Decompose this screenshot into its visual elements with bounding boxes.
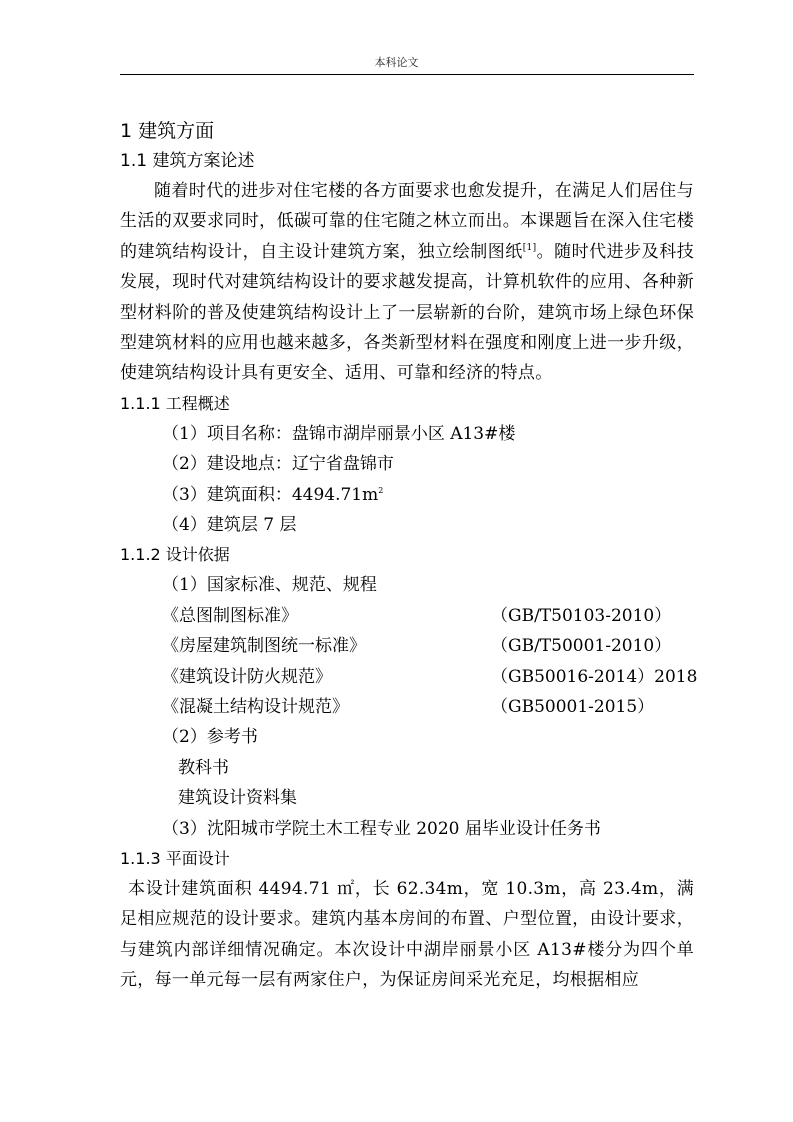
section-1-1-1-heading: 1.1.1 工程概述 — [120, 393, 230, 413]
reference-book-item: 建筑设计资料集 — [178, 788, 297, 809]
reference-book-item: 教科书 — [178, 757, 229, 778]
standard-name: 《建筑设计防火规范》 — [162, 666, 332, 687]
standard-name: 《总图制图标准》 — [162, 605, 298, 626]
area-superscript: 2 — [378, 485, 384, 495]
standard-row — [120, 601, 694, 631]
building-area-item — [120, 480, 694, 510]
standard-row — [120, 662, 698, 692]
paragraph-text-b: 。随时代进步及科技发展，现时代对建筑结构设计的要求越发提高，计算机软件的应用、各种新型材料阶的普及使建筑结构设计上了一层崭新的台阶，建筑市场上绿色环保型建筑材料的应用也越来越多，各类新型材料在强度和刚度上进一步升级，使建筑结构设计具有更安全、适用、可靠和经济的特点。 — [120, 241, 694, 384]
standard-row — [120, 631, 694, 661]
paragraph-text-a: 随着时代的进步对住宅楼的各方面要求也愈发提升，在满足人们居住与生活的双要求同时，低碳可靠的住宅随之林立而出。本课题旨在深入住宅楼的建筑结构设计，自主设计建筑方案，独立绘制图纸 — [120, 181, 694, 262]
section-1-1-heading: 1.1 建筑方案论述 — [120, 151, 255, 171]
section-1-1-3-heading: 1.1.3 平面设计 — [120, 849, 230, 869]
building-area-text: （3）建筑面积：4494.71m — [162, 484, 379, 505]
standards-subheading: （1）国家标准、规范、规程 — [162, 575, 377, 596]
standard-code: （GB/T50103-2010） — [491, 605, 672, 626]
section-1-1-paragraph — [120, 176, 694, 389]
building-floors-item: （4）建筑层 7 层 — [162, 515, 297, 536]
header-rule — [120, 74, 694, 75]
section-1-1-2-heading: 1.1.2 设计依据 — [120, 545, 230, 565]
reference-books-subheading: （2）参考书 — [162, 727, 258, 748]
project-location-item: （2）建设地点：辽宁省盘锦市 — [162, 454, 394, 475]
standard-name: 《混凝土结构设计规范》 — [162, 697, 349, 718]
standard-code: （GB/T50001-2010） — [491, 636, 672, 657]
task-book-item: （3）沈阳城市学院土木工程专业 2020 届毕业设计任务书 — [162, 818, 601, 839]
standard-code: （GB50001-2015） — [491, 697, 655, 718]
section-1-1-3-paragraph: 本设计建筑面积 4494.71 ㎡，长 62.34m，宽 10.3m，高 23.4m，满足相应规范的设计要求。建筑内基本房间的布置、户型位置，由设计要求，与建筑内部详细情况确定。本次设计中湖岸丽景小区 A13#楼分为四个单元，每一单元每一层有两家住户，为保证房间采光充足，均根据相应 — [120, 879, 694, 991]
standard-name: 《房屋建筑制图统一标准》 — [162, 636, 366, 657]
section-1-heading: 1 建筑方面 — [120, 120, 215, 142]
standard-row — [120, 692, 694, 722]
page-header-title: 本科论文 — [374, 56, 419, 69]
project-name-item: （1）项目名称：盘锦市湖岸丽景小区 A13#楼 — [162, 423, 516, 444]
page-body — [120, 116, 698, 996]
citation-ref: [1] — [522, 242, 537, 253]
standard-code: （GB50016-2014）2018 — [491, 666, 698, 687]
